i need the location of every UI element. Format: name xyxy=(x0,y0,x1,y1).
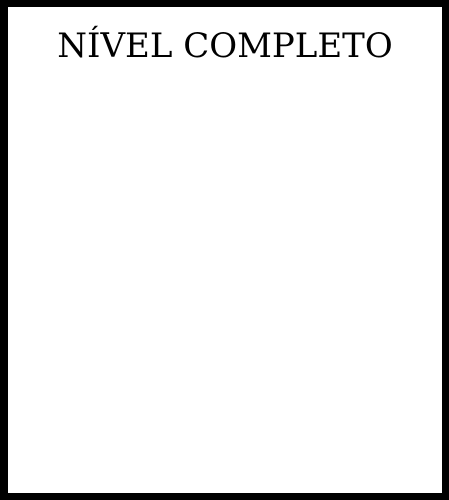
level-complete-title: NÍVEL COMPLETO xyxy=(57,26,393,66)
level-complete-panel xyxy=(8,7,442,493)
panel-content-area xyxy=(8,87,442,493)
